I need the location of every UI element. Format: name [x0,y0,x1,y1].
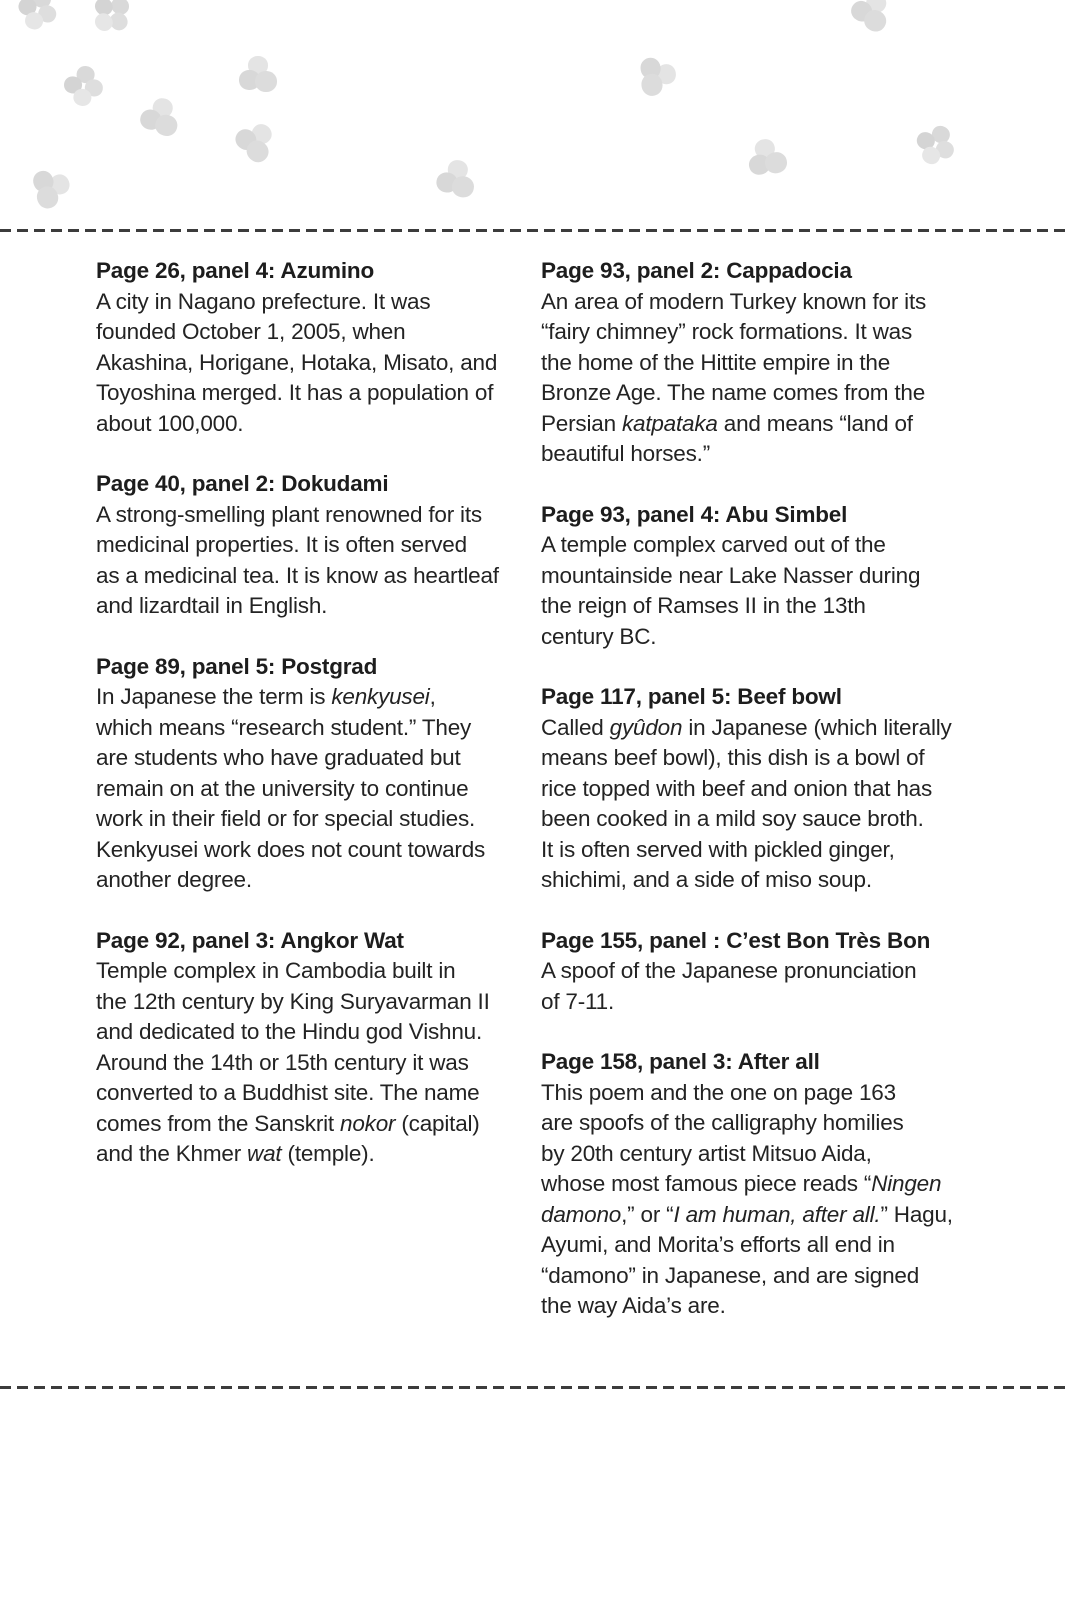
note-entry [541,926,1061,1018]
bottom-dashed-divider [0,1386,1067,1389]
clover-icon [433,157,479,203]
note-heading: Page 158, panel 3: After all [541,1049,820,1074]
clover-icon [24,162,75,213]
note-body: This poem and the one on page 163 are spoofs of the calligraphy homilies by 20th century artist Mitsuo Aida, whose most famous piece reads “Ningen damono,” or “I am human, after all.” Hagu, Ayumi, and Morita’s efforts all end in “damono” in Japanese, and are signed the way Aida’s are. [541,1079,953,1318]
clover-icon [227,114,283,170]
note-entry [541,1047,1061,1322]
top-dashed-divider [0,229,1067,232]
note-entry [541,256,1061,470]
note-entry [96,469,536,622]
note-heading: Page 117, panel 5: Beef bowl [541,684,842,709]
notes-column-left [96,256,536,1200]
note-entry [96,256,536,439]
note-entry [96,926,536,1170]
note-body: Temple complex in Cambodia built in the 12th century by King Suryavarman II and dedicated to the Hindu god Vishnu. Around the 14th or 15th century it was converted to a Buddhist site. The name comes from the Sanskrit nokor (capital) and the Khmer wat (temple). [96,958,490,1166]
clover-icon [61,63,106,108]
note-heading: Page 26, panel 4: Azumino [96,258,374,283]
note-heading: Page 89, panel 5: Postgrad [96,653,378,679]
clover-icon [136,94,185,143]
note-heading: Page 93, panel 4: Abu Simbel [541,501,848,527]
italic-term: katpataka [621,410,718,436]
clover-icon [238,56,278,96]
note-heading: Page 155, panel : C’est Bon Très Bon [541,927,931,953]
italic-term: wat [247,1141,282,1166]
note-entry [541,500,1061,653]
note-body: A city in Nagano prefecture. It was founded October 1, 2005, when Akashina, Horigane, Hotaka, Misato, and Toyoshina merged. It has a population of about 100,000. [96,288,498,436]
clover-icon [12,0,63,36]
italic-term: nokor [340,1110,396,1136]
clover-icon [84,0,141,42]
note-body: In Japanese the term is kenkyusei, which means “research student.” They are students who have graduated but remain on at the university to continue work in their field or for special studies. Kenkyusei work does not count towards another degree. [96,684,486,892]
clover-icon [909,118,962,171]
italic-term: gyûdon [609,714,683,740]
clover-icon [844,0,899,39]
note-body: A temple complex carved out of the mountainside near Lake Nasser during the reign of Ramses II in the 13th century BC. [541,532,921,649]
note-body: A strong-smelling plant renowned for its medicinal properties. It is often served as a medicinal tea. It is know as heartleaf and lizardtail in English. [96,501,499,618]
italic-term: kenkyusei [331,684,430,709]
note-heading: Page 92, panel 3: Angkor Wat [96,927,404,953]
note-body: A spoof of the Japanese pronunciation of 7-11. [541,958,917,1014]
note-entry [541,682,1061,896]
note-heading: Page 40, panel 2: Dokudami [96,471,389,496]
note-entry [96,652,536,896]
italic-term: I am human, after all. [673,1201,881,1227]
clover-icon [633,53,679,99]
note-body: An area of modern Turkey known for its “fairy chimney” rock formations. It was the home of the Hittite empire in the Bronze Age. The name comes from the Persian katpataka and means “land of beautiful horses.” [541,288,927,466]
clover-icon [743,135,790,182]
note-body: Called gyûdon in Japanese (which literally means beef bowl), this dish is a bowl of rice topped with beef and onion that has been cooked in a mild soy sauce broth. It is often served with pickled ginger, shichimi, and a side of miso soup. [541,714,952,892]
italic-term: Ningen [871,1171,942,1196]
note-heading: Page 93, panel 2: Cappadocia [541,258,852,283]
notes-column-right [541,256,1061,1352]
italic-term: damono [541,1201,622,1227]
